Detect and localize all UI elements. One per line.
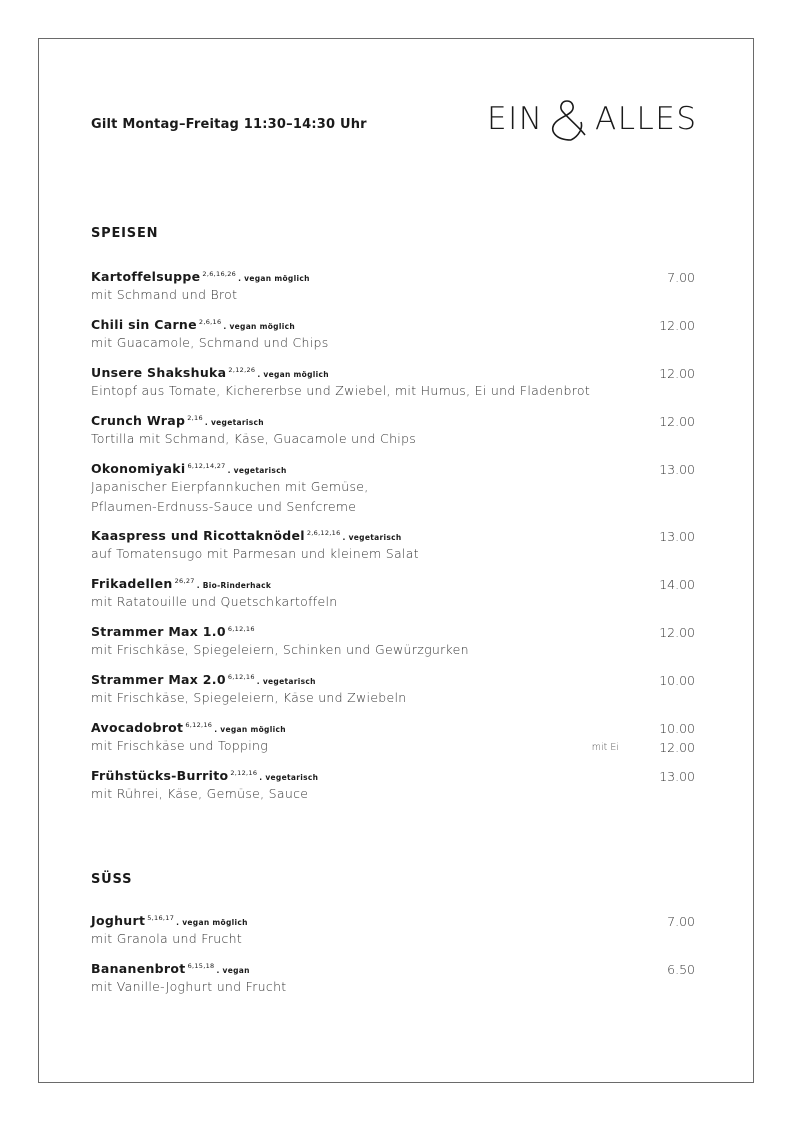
menu-item bbox=[91, 413, 695, 448]
menu-item-description: Eintopf aus Tomate, Kichererbse und Zwiebel, mit Humus, Ei und Fladenbrot bbox=[91, 383, 591, 398]
menu-item-description: mit Frischkäse und Topping bbox=[91, 738, 269, 753]
menu-item-header bbox=[91, 317, 695, 332]
diet-tag: . vegetarisch bbox=[259, 773, 319, 782]
menu-item-name: Avocadobrot bbox=[91, 720, 184, 735]
allergen-codes: 2,6,12,16 bbox=[306, 529, 341, 537]
menu-item-name: Frikadellen bbox=[91, 576, 173, 591]
menu-item-header bbox=[91, 624, 695, 639]
menu-item-header bbox=[91, 365, 695, 380]
menu-item bbox=[91, 365, 695, 400]
menu-item-price: 12.00 bbox=[659, 366, 695, 381]
menu-item-header bbox=[91, 269, 695, 284]
svg-text:ALLES: ALLES bbox=[595, 101, 698, 137]
section-title-speisen: SPEISEN bbox=[91, 226, 159, 241]
menu-item bbox=[91, 913, 695, 948]
brand-logo bbox=[487, 96, 699, 142]
section-title-suess: SÜSS bbox=[91, 872, 133, 887]
menu-item bbox=[91, 576, 695, 611]
ampersand-icon bbox=[553, 101, 585, 140]
svg-text:EIN: EIN bbox=[487, 101, 544, 137]
diet-tag: . vegetarisch bbox=[342, 533, 402, 542]
menu-item-price: 12.00 bbox=[659, 318, 695, 333]
menu-item-description: mit Frischkäse, Spiegeleiern, Schinken und Gewürzgurken bbox=[91, 642, 469, 657]
menu-item-price: 12.00 bbox=[659, 625, 695, 640]
menu-item-price: 14.00 bbox=[659, 577, 695, 592]
menu-item-header bbox=[91, 913, 695, 928]
menu-item-price-variant: 12.00 bbox=[659, 740, 695, 755]
menu-item-price: 12.00 bbox=[659, 414, 695, 429]
menu-item bbox=[91, 528, 695, 563]
menu-item-description: auf Tomatensugo mit Parmesan und kleinem Salat bbox=[91, 546, 419, 561]
menu-item-header bbox=[91, 461, 695, 476]
menu-item-name: Crunch Wrap bbox=[91, 413, 186, 428]
diet-tag: . vegan möglich bbox=[238, 274, 310, 283]
menu-item-description: Japanischer Eierpfannkuchen mit Gemüse, bbox=[91, 479, 369, 494]
menu-item-price: 6.50 bbox=[667, 962, 695, 977]
menu-item bbox=[91, 461, 695, 516]
diet-tag: . vegan möglich bbox=[223, 322, 295, 331]
menu-item-description: mit Guacamole, Schmand und Chips bbox=[91, 335, 329, 350]
menu-item-price: 13.00 bbox=[659, 462, 695, 477]
menu-item-name: Unsere Shakshuka bbox=[91, 365, 227, 380]
allergen-codes: 6,12,14,27 bbox=[187, 462, 226, 470]
price-variant-note: mit Ei bbox=[591, 742, 619, 753]
diet-tag: . vegan möglich bbox=[214, 725, 286, 734]
menu-item-price: 13.00 bbox=[659, 529, 695, 544]
diet-tag: . vegetarisch bbox=[204, 418, 264, 427]
menu-item-name: Bananenbrot bbox=[91, 961, 186, 976]
allergen-codes: 6,12,16 bbox=[227, 673, 255, 681]
diet-tag: . Bio-Rinderhack bbox=[196, 581, 272, 590]
menu-item-header bbox=[91, 768, 695, 783]
menu-item-header bbox=[91, 961, 695, 976]
diet-tag: . vegan möglich bbox=[176, 918, 248, 927]
menu-item-header bbox=[91, 413, 695, 428]
menu-item-price: 7.00 bbox=[667, 270, 695, 285]
menu-item bbox=[91, 624, 695, 659]
allergen-codes: 5,16,17 bbox=[147, 914, 175, 922]
menu-item bbox=[91, 720, 695, 755]
menu-item-name: Strammer Max 1.0 bbox=[91, 624, 226, 639]
menu-item-description: mit Granola und Frucht bbox=[91, 931, 243, 946]
menu-item bbox=[91, 317, 695, 352]
diet-tag: . vegetarisch bbox=[227, 466, 287, 475]
menu-item-description: Pflaumen-Erdnuss-Sauce und Senfcreme bbox=[91, 499, 357, 514]
menu-item-price: 10.00 bbox=[659, 673, 695, 688]
allergen-codes: 2,12,16 bbox=[230, 769, 258, 777]
menu-item-price: 7.00 bbox=[667, 914, 695, 929]
menu-item bbox=[91, 768, 695, 803]
allergen-codes: 2,12,26 bbox=[228, 366, 256, 374]
menu-item-description: mit Ratatouille und Quetschkartoffeln bbox=[91, 594, 338, 609]
menu-item-name: Kaaspress und Ricottaknödel bbox=[91, 528, 305, 543]
menu-item bbox=[91, 961, 695, 996]
menu-item-name: Kartoffelsuppe bbox=[91, 269, 201, 284]
menu-item-price: 10.00 bbox=[659, 721, 695, 736]
diet-tag: . vegetarisch bbox=[256, 677, 316, 686]
menu-item-name: Frühstücks-Burrito bbox=[91, 768, 229, 783]
diet-tag: . vegan möglich bbox=[257, 370, 329, 379]
menu-item bbox=[91, 269, 695, 304]
opening-hours: Gilt Montag–Freitag 11:30–14:30 Uhr bbox=[91, 117, 367, 132]
allergen-codes: 2,6,16 bbox=[198, 318, 222, 326]
menu-item-name: Strammer Max 2.0 bbox=[91, 672, 226, 687]
allergen-codes: 2,16 bbox=[187, 414, 203, 422]
menu-item bbox=[91, 672, 695, 707]
allergen-codes: 6,15,18 bbox=[187, 962, 215, 970]
allergen-codes: 6,12,16 bbox=[185, 721, 213, 729]
allergen-codes: 6,12,16 bbox=[227, 625, 255, 633]
menu-item-price: 13.00 bbox=[659, 769, 695, 784]
menu-item-description: mit Vanille-Joghurt und Frucht bbox=[91, 979, 287, 994]
menu-item-header bbox=[91, 528, 695, 543]
allergen-codes: 26,27 bbox=[174, 577, 195, 585]
menu-item-description: mit Rührei, Käse, Gemüse, Sauce bbox=[91, 786, 309, 801]
menu-item-header bbox=[91, 720, 695, 735]
menu-item-header bbox=[91, 576, 695, 591]
allergen-codes: 2,6,16,26 bbox=[202, 270, 237, 278]
menu-item-description: mit Frischkäse, Spiegeleiern, Käse und Zwiebeln bbox=[91, 690, 407, 705]
menu-item-name: Chili sin Carne bbox=[91, 317, 197, 332]
menu-item-header bbox=[91, 672, 695, 687]
diet-tag: . vegan bbox=[216, 966, 250, 975]
menu-item-name: Joghurt bbox=[91, 913, 146, 928]
menu-item-description: Tortilla mit Schmand, Käse, Guacamole und Chips bbox=[91, 431, 417, 446]
menu-item-description: mit Schmand und Brot bbox=[91, 287, 238, 302]
menu-item-name: Okonomiyaki bbox=[91, 461, 186, 476]
